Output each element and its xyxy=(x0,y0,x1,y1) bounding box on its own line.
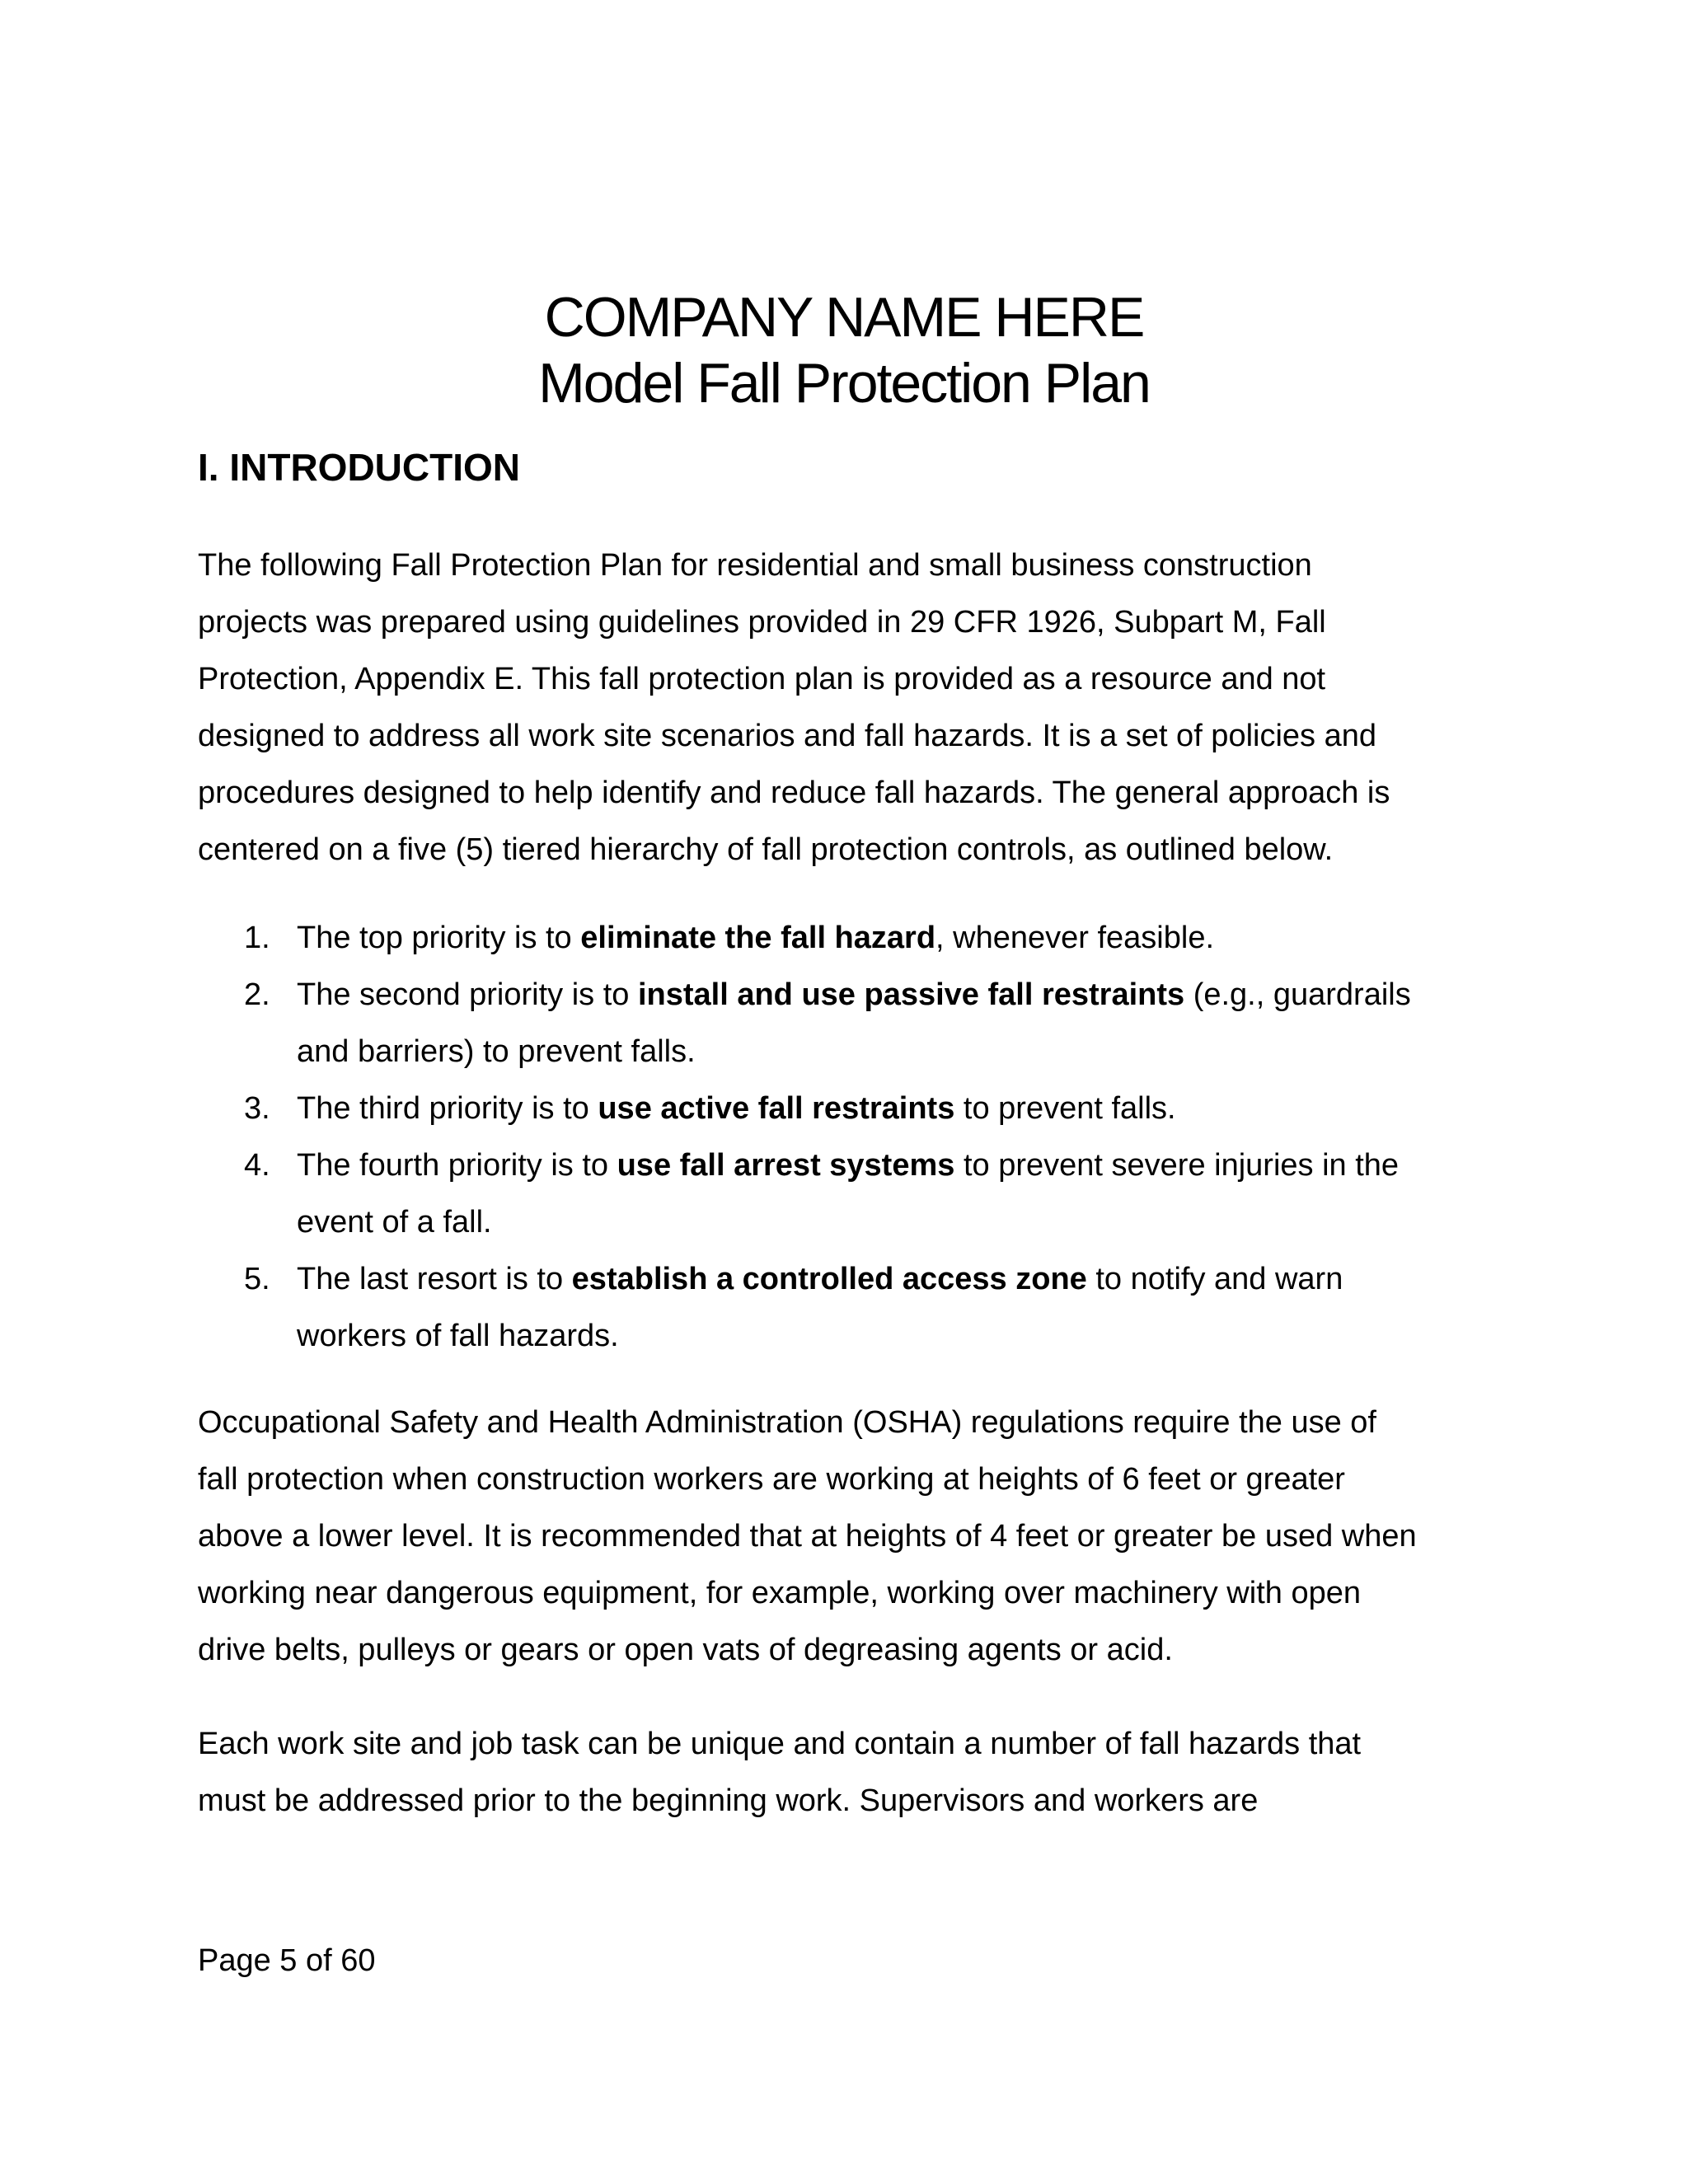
intro-paragraph xyxy=(198,537,1500,879)
work-site-paragraph xyxy=(198,1716,1500,1830)
list-item-line: The fourth priority is to use fall arrest systems to prevent severe injuries in the xyxy=(297,1148,1400,1183)
list-item-continuation: event of a fall. xyxy=(297,1205,492,1240)
paragraph-line: Each work site and job task can be unique and contain a number of fall hazards that xyxy=(198,1727,1362,1761)
list-number: 2. xyxy=(244,977,270,1012)
paragraph-line: Protection, Appendix E. This fall protection plan is provided as a resource and not xyxy=(198,662,1326,696)
emphasis-text: eliminate the fall hazard xyxy=(580,921,936,955)
emphasis-text: use active fall restraints xyxy=(598,1091,955,1126)
list-item-line: The top priority is to eliminate the fall hazard, whenever feasible. xyxy=(297,921,1215,955)
list-item-continuation: and barriers) to prevent falls. xyxy=(297,1034,696,1069)
list-number: 1. xyxy=(244,921,270,955)
list-item-line: The last resort is to establish a controlled access zone to notify and warn xyxy=(297,1262,1343,1296)
osha-paragraph xyxy=(198,1394,1500,1679)
paragraph-line: Occupational Safety and Health Administration (OSHA) regulations require the use of xyxy=(198,1405,1376,1440)
paragraph-line: drive belts, pulleys or gears or open vats of degreasing agents or acid. xyxy=(198,1633,1173,1667)
list-item-line: The third priority is to use active fall restraints to prevent falls. xyxy=(297,1091,1176,1126)
list-number: 3. xyxy=(244,1091,270,1126)
page-number: Page 5 of 60 xyxy=(198,1943,376,1978)
paragraph-line: procedures designed to help identify and reduce fall hazards. The general approach is xyxy=(198,776,1390,810)
emphasis-text: use fall arrest systems xyxy=(617,1148,955,1183)
company-name: COMPANY NAME HERE xyxy=(544,286,1144,349)
paragraph-line: fall protection when construction workers are working at heights of 6 feet or greater xyxy=(198,1462,1345,1497)
list-item-line: The second priority is to install and use passive fall restraints (e.g., guardrails xyxy=(297,977,1411,1012)
paragraph-line: projects was prepared using guidelines provided in 29 CFR 1926, Subpart M, Fall xyxy=(198,605,1326,640)
document-title xyxy=(0,284,1688,416)
paragraph-line: The following Fall Protection Plan for residential and small business construction xyxy=(198,548,1312,583)
paragraph-line: designed to address all work site scenarios and fall hazards. It is a set of policies and xyxy=(198,719,1376,753)
section-heading-introduction: I. INTRODUCTION xyxy=(198,446,520,489)
list-item xyxy=(198,1251,1517,1365)
list-item xyxy=(198,1080,1517,1137)
list-number: 5. xyxy=(244,1262,270,1296)
priority-list xyxy=(198,910,1517,1365)
list-item-continuation: workers of fall hazards. xyxy=(297,1319,619,1353)
list-number: 4. xyxy=(244,1148,270,1183)
emphasis-text: establish a controlled access zone xyxy=(571,1262,1087,1296)
list-item xyxy=(198,967,1517,1080)
paragraph-line: centered on a five (5) tiered hierarchy of fall protection controls, as outlined below. xyxy=(198,832,1334,867)
list-item xyxy=(198,910,1517,967)
paragraph-line: working near dangerous equipment, for example, working over machinery with open xyxy=(198,1576,1361,1610)
paragraph-line: must be addressed prior to the beginning work. Supervisors and workers are xyxy=(198,1783,1259,1818)
plan-title: Model Fall Protection Plan xyxy=(538,352,1150,415)
emphasis-text: install and use passive fall restraints xyxy=(637,977,1185,1012)
paragraph-line: above a lower level. It is recommended that at heights of 4 feet or greater be used when xyxy=(198,1519,1417,1554)
list-item xyxy=(198,1137,1517,1251)
